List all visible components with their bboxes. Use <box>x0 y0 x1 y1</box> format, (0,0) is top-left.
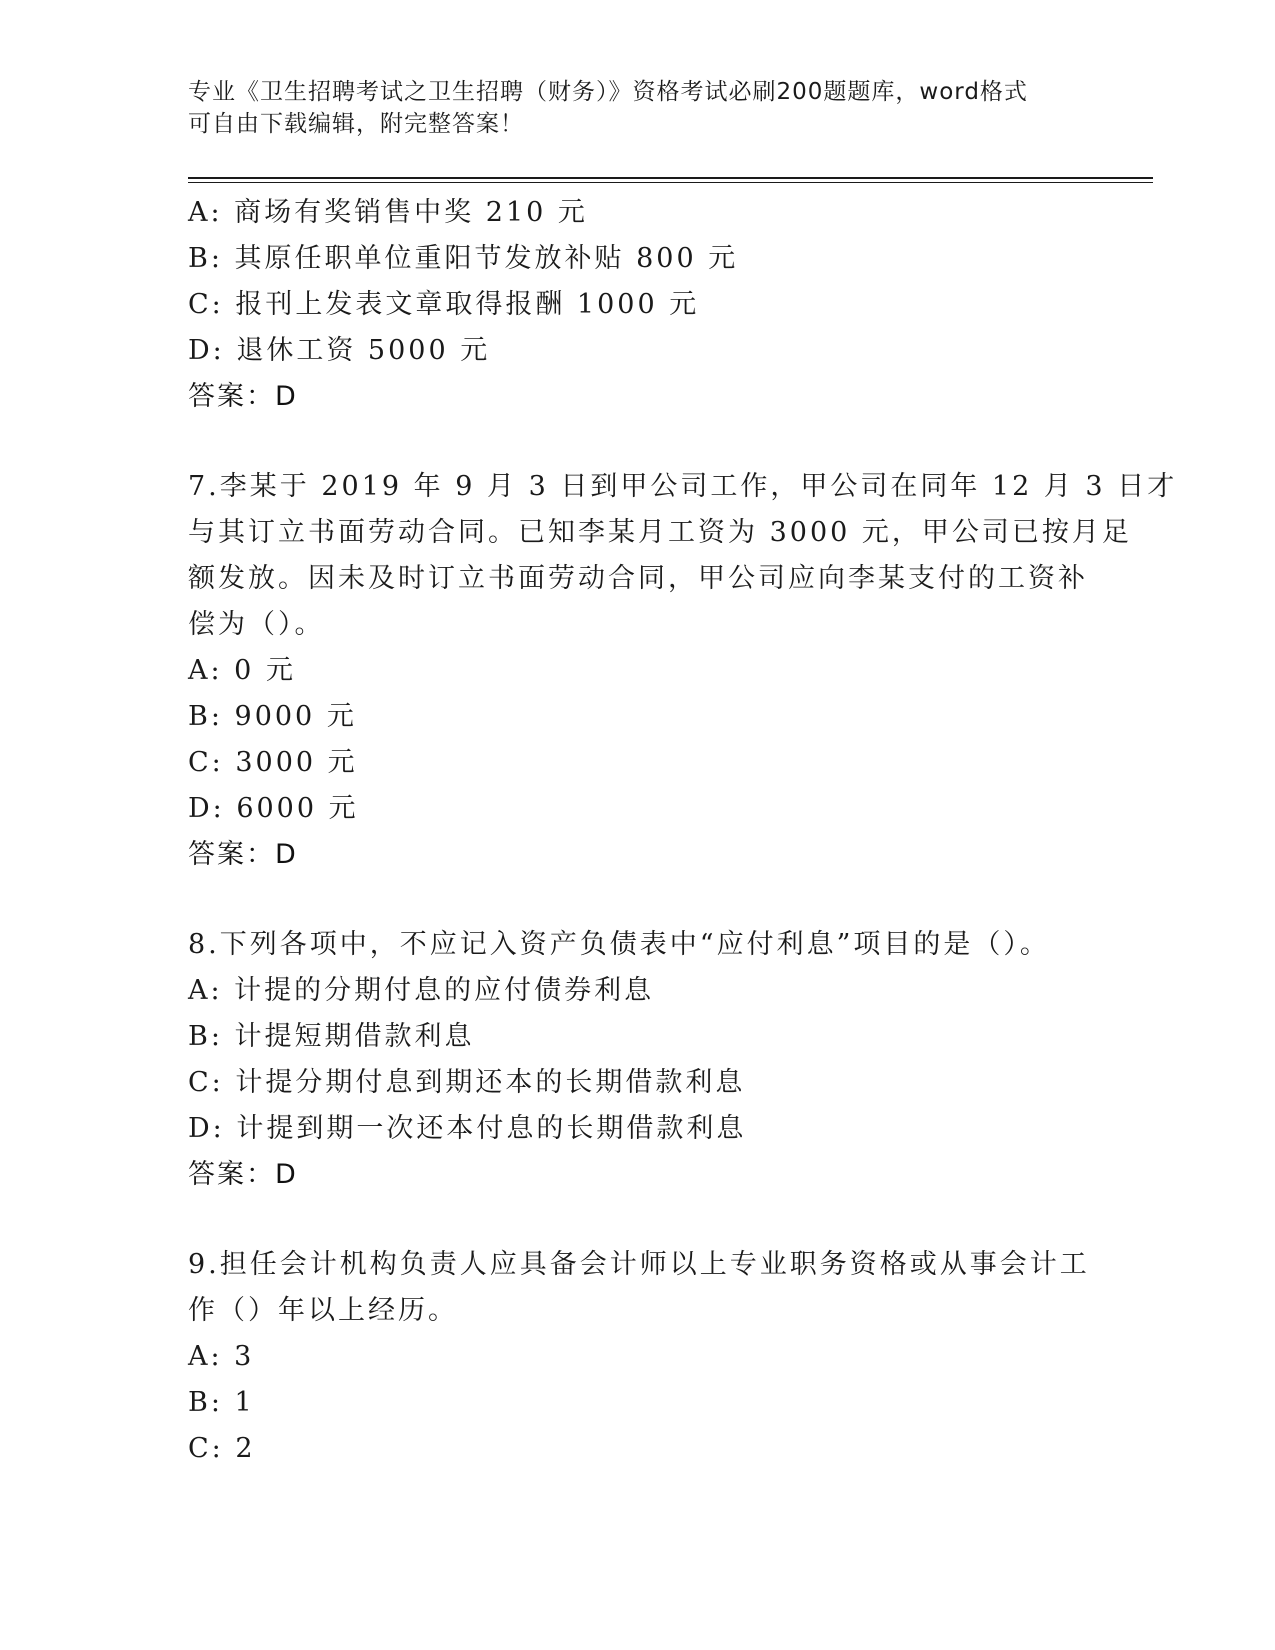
option-d: D: 退休工资 5000 元 <box>188 335 491 366</box>
option-c: C: 计提分期付息到期还本的长期借款利息 <box>188 1067 746 1098</box>
option-c: C: 3000 元 <box>188 747 358 778</box>
document-header <box>188 76 1068 140</box>
spacer <box>188 878 1088 922</box>
question-8 <box>188 922 1088 1198</box>
option-a: A: 商场有奖销售中奖 210 元 <box>188 197 588 228</box>
answer: 答案：D <box>188 381 298 412</box>
spacer <box>188 420 1088 464</box>
option-c: C: 2 <box>188 1433 256 1464</box>
option-b: B: 其原任职单位重阳节发放补贴 800 元 <box>188 243 739 274</box>
option-d: D: 6000 元 <box>188 793 359 824</box>
option-b: B: 1 <box>188 1387 255 1418</box>
question-text-line: 9.担任会计机构负责人应具备会计师以上专业职务资格或从事会计工 <box>188 1249 1090 1280</box>
question-text-line: 偿为（）。 <box>188 609 325 640</box>
header-rule-thick <box>188 177 1153 179</box>
question-text-line: 作（）年以上经历。 <box>188 1295 458 1326</box>
question-text-line: 7.李某于 2019 年 9 月 3 日到甲公司工作，甲公司在同年 12 月 3 日才 <box>188 471 1178 502</box>
question-list <box>188 190 1178 1472</box>
option-a: A: 3 <box>188 1341 255 1372</box>
option-c: C: 报刊上发表文章取得报酬 1000 元 <box>188 289 700 320</box>
option-a: A: 0 元 <box>188 655 296 686</box>
question-9 <box>188 1242 1088 1472</box>
question-6 <box>188 190 1088 420</box>
header-line-2: 可自由下载编辑，附完整答案！ <box>188 111 524 137</box>
question-7 <box>188 464 1178 878</box>
question-text-line: 8.下列各项中，不应记入资产负债表中“应付利息”项目的是（）。 <box>188 929 1050 960</box>
option-a: A: 计提的分期付息的应付债券利息 <box>188 975 655 1006</box>
option-b: B: 9000 元 <box>188 701 357 732</box>
answer: 答案：D <box>188 1159 298 1190</box>
option-d: D: 计提到期一次还本付息的长期借款利息 <box>188 1113 747 1144</box>
option-b: B: 计提短期借款利息 <box>188 1021 475 1052</box>
answer: 答案：D <box>188 839 298 870</box>
header-rule-thin <box>188 182 1153 183</box>
header-line-1: 专业《卫生招聘考试之卫生招聘（财务）》资格考试必刷200题题库，word格式 <box>188 79 1028 105</box>
spacer <box>188 1198 1088 1242</box>
question-text-line: 与其订立书面劳动合同。已知李某月工资为 3000 元，甲公司已按月足 <box>188 517 1132 548</box>
question-text-line: 额发放。因未及时订立书面劳动合同，甲公司应向李某支付的工资补 <box>188 563 1088 594</box>
